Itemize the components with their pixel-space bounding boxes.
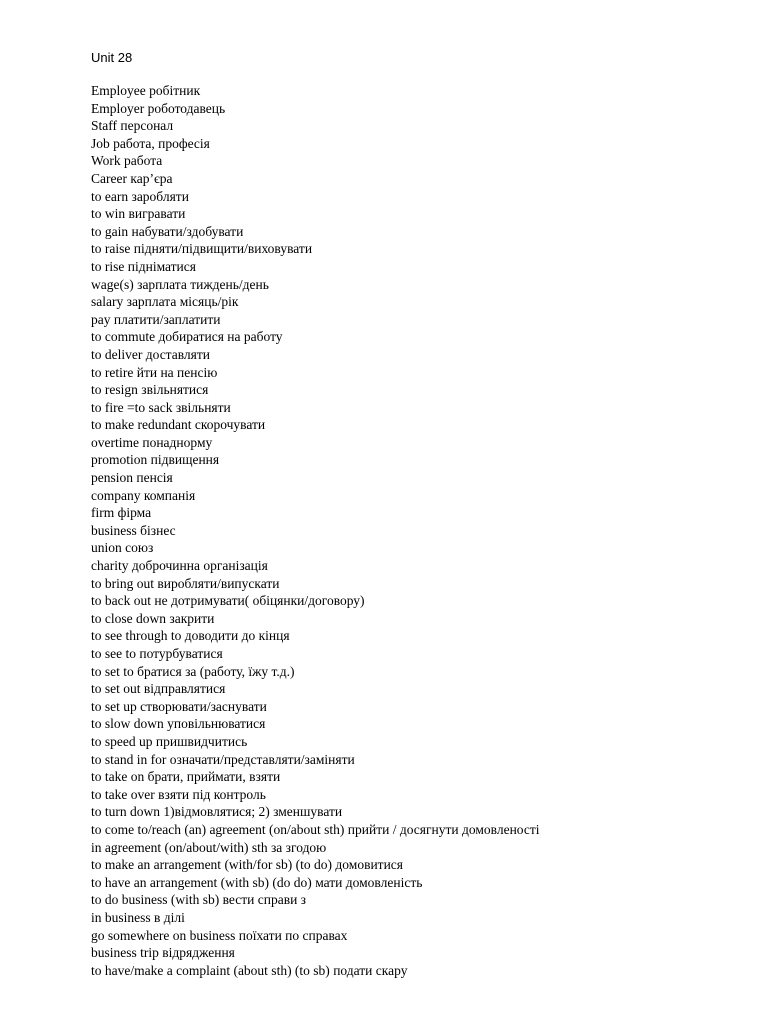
english-term: to bring out xyxy=(91,575,154,591)
vocabulary-entry xyxy=(91,927,731,945)
vocabulary-entry xyxy=(91,891,731,909)
vocabulary-entry xyxy=(91,434,731,452)
ukrainian-translation: домовитися xyxy=(335,857,404,873)
ukrainian-translation: фірма xyxy=(117,505,152,521)
english-term: to deliver xyxy=(91,346,143,362)
english-term: charity xyxy=(91,558,129,574)
english-term: to resign xyxy=(91,382,138,398)
english-term: to slow down xyxy=(91,716,164,732)
vocabulary-entry xyxy=(91,610,731,628)
vocabulary-entry xyxy=(91,839,731,857)
ukrainian-translation: підніматися xyxy=(127,258,196,274)
ukrainian-translation: вести справи з xyxy=(222,892,307,908)
english-term: business trip xyxy=(91,945,159,961)
vocabulary-entry xyxy=(91,575,731,593)
english-term: to retire xyxy=(91,364,134,380)
ukrainian-translation: пришвидчитись xyxy=(155,733,248,749)
english-term: to see through to xyxy=(91,628,182,644)
vocabulary-entry xyxy=(91,557,731,575)
ukrainian-translation: работа, професія xyxy=(113,135,210,151)
ukrainian-translation: подати скару xyxy=(333,962,408,978)
english-term: to come to/reach (an) agreement (on/about sth) xyxy=(91,821,345,837)
ukrainian-translation: 1)відмовлятися; 2) зменшувати xyxy=(163,804,343,820)
ukrainian-translation: мати домовленість xyxy=(315,874,423,890)
vocabulary-entry xyxy=(91,469,731,487)
vocabulary-entry xyxy=(91,698,731,716)
english-term: in agreement (on/about/with) sth xyxy=(91,839,268,855)
ukrainian-translation: не дотримувати( обіцянки/договору) xyxy=(154,593,365,609)
ukrainian-translation: братися за (работу, їжу т.д.) xyxy=(137,663,295,679)
english-term: salary xyxy=(91,294,124,310)
english-term: Employer xyxy=(91,100,145,116)
english-term: to do business (with sb) xyxy=(91,892,220,908)
ukrainian-translation: виробляти/випускати xyxy=(157,575,280,591)
vocabulary-entry xyxy=(91,258,731,276)
english-term: to rise xyxy=(91,258,125,274)
english-term: overtime xyxy=(91,434,139,450)
ukrainian-translation: робітник xyxy=(149,83,201,98)
vocabulary-entry xyxy=(91,539,731,557)
english-term: to fire =to sack xyxy=(91,399,173,415)
english-term: to raise xyxy=(91,241,131,257)
ukrainian-translation: набувати/здобувати xyxy=(131,223,244,239)
vocabulary-entry xyxy=(91,416,731,434)
vocabulary-entry xyxy=(91,381,731,399)
ukrainian-translation: платити/заплатити xyxy=(113,311,221,327)
ukrainian-translation: взяти під контроль xyxy=(158,786,266,802)
vocabulary-entry xyxy=(91,768,731,786)
vocabulary-entry xyxy=(91,399,731,417)
ukrainian-translation: работа xyxy=(124,153,163,169)
ukrainian-translation: пенсія xyxy=(136,470,173,486)
english-term: to set up xyxy=(91,698,137,714)
vocabulary-entry xyxy=(91,856,731,874)
ukrainian-translation: персонал xyxy=(120,118,174,134)
ukrainian-translation: доставляти xyxy=(145,346,211,362)
vocabulary-entry xyxy=(91,803,731,821)
vocabulary-entry xyxy=(91,293,731,311)
ukrainian-translation: підняти/підвищити/виховувати xyxy=(133,241,313,257)
english-term: to speed up xyxy=(91,733,153,749)
english-term: to set out xyxy=(91,681,141,697)
english-term: to earn xyxy=(91,188,129,204)
ukrainian-translation: звільняти xyxy=(175,399,231,415)
vocabulary-entry xyxy=(91,504,731,522)
ukrainian-translation: створювати/заснувати xyxy=(140,698,267,714)
vocabulary-entry xyxy=(91,821,731,839)
vocabulary-entry xyxy=(91,962,731,980)
english-term: firm xyxy=(91,505,115,521)
english-term: union xyxy=(91,540,122,556)
vocabulary-entry xyxy=(91,451,731,469)
ukrainian-translation: заробляти xyxy=(131,188,189,204)
ukrainian-translation: потурбуватися xyxy=(139,646,223,661)
english-term: to commute xyxy=(91,329,156,345)
ukrainian-translation: брати, приймати, взяти xyxy=(147,769,281,785)
english-term: to have an arrangement (with sb) (do do) xyxy=(91,874,312,890)
ukrainian-translation: в ділі xyxy=(154,909,185,925)
english-term: in business xyxy=(91,909,151,925)
ukrainian-translation: йти на пенсію xyxy=(136,364,218,380)
ukrainian-translation: уповільнюватися xyxy=(167,716,266,732)
english-term: business xyxy=(91,522,137,538)
vocabulary-entry xyxy=(91,311,731,329)
english-term: to close down xyxy=(91,610,166,626)
vocabulary-entry xyxy=(91,328,731,346)
vocabulary-entry xyxy=(91,627,731,645)
vocabulary-entry xyxy=(91,592,731,610)
vocabulary-entry xyxy=(91,188,731,206)
ukrainian-translation: прийти / досягнути домовленості xyxy=(347,821,540,837)
ukrainian-translation: понаднорму xyxy=(142,434,213,450)
ukrainian-translation: зарплата місяць/рік xyxy=(126,294,239,310)
vocabulary-entry xyxy=(91,715,731,733)
ukrainian-translation: роботодавець xyxy=(147,100,226,116)
document-page xyxy=(91,48,731,979)
english-term: pension xyxy=(91,470,133,486)
english-term: to set to xyxy=(91,663,134,679)
vocabulary-list xyxy=(91,82,731,979)
english-term: to have/make a complaint (about sth) (to sb) xyxy=(91,962,330,978)
vocabulary-entry xyxy=(91,909,731,927)
vocabulary-entry xyxy=(91,346,731,364)
ukrainian-translation: звільнятися xyxy=(141,382,209,398)
english-term: to back out xyxy=(91,593,151,609)
ukrainian-translation: скорочувати xyxy=(194,417,266,433)
ukrainian-translation: відправлятися xyxy=(143,681,226,697)
vocabulary-entry xyxy=(91,100,731,118)
english-term: to gain xyxy=(91,223,129,239)
ukrainian-translation: поїхати по справах xyxy=(238,927,348,943)
vocabulary-entry xyxy=(91,117,731,135)
vocabulary-entry xyxy=(91,364,731,382)
ukrainian-translation: зарплата тиждень/день xyxy=(137,276,269,292)
english-term: to take on xyxy=(91,769,145,785)
ukrainian-translation: доводити до кінця xyxy=(184,628,290,644)
vocabulary-entry xyxy=(91,135,731,153)
english-term: to stand in for xyxy=(91,751,167,767)
english-term: Employee xyxy=(91,83,146,98)
ukrainian-translation: компанія xyxy=(143,487,196,503)
vocabulary-entry xyxy=(91,663,731,681)
vocabulary-entry xyxy=(91,240,731,258)
vocabulary-entry xyxy=(91,786,731,804)
vocabulary-entry xyxy=(91,645,731,663)
english-term: promotion xyxy=(91,452,148,468)
ukrainian-translation: союз xyxy=(125,540,154,556)
ukrainian-translation: вигравати xyxy=(128,206,186,222)
english-term: to make redundant xyxy=(91,417,192,433)
ukrainian-translation: за згодою xyxy=(270,839,327,855)
vocabulary-entry xyxy=(91,944,731,962)
ukrainian-translation: означати/представляти/заміняти xyxy=(169,751,355,767)
english-term: to win xyxy=(91,206,126,222)
ukrainian-translation: доброчинна організація xyxy=(131,558,268,574)
vocabulary-entry xyxy=(91,82,731,100)
english-term: Staff xyxy=(91,118,117,134)
vocabulary-entry xyxy=(91,874,731,892)
english-term: to turn down xyxy=(91,804,160,820)
english-term: go somewhere on business xyxy=(91,927,236,943)
ukrainian-translation: кар’єра xyxy=(130,170,173,186)
vocabulary-entry xyxy=(91,680,731,698)
english-term: wage(s) xyxy=(91,276,134,292)
ukrainian-translation: добиратися на работу xyxy=(158,329,283,345)
english-term: to take over xyxy=(91,786,155,802)
ukrainian-translation: бізнес xyxy=(140,522,176,538)
vocabulary-entry xyxy=(91,487,731,505)
vocabulary-entry xyxy=(91,751,731,769)
vocabulary-entry xyxy=(91,223,731,241)
unit-title: Unit 28 xyxy=(91,50,133,65)
vocabulary-entry xyxy=(91,522,731,540)
english-term: Career xyxy=(91,170,127,186)
vocabulary-entry xyxy=(91,276,731,294)
english-term: to make an arrangement (with/for sb) (to do) xyxy=(91,857,333,873)
vocabulary-entry xyxy=(91,733,731,751)
vocabulary-entry xyxy=(91,170,731,188)
ukrainian-translation: відрядження xyxy=(162,945,235,961)
vocabulary-entry xyxy=(91,152,731,170)
ukrainian-translation: закрити xyxy=(169,610,215,626)
english-term: to see to xyxy=(91,646,136,661)
english-term: company xyxy=(91,487,141,503)
english-term: pay xyxy=(91,311,111,327)
english-term: Job xyxy=(91,135,110,151)
ukrainian-translation: підвищення xyxy=(150,452,220,468)
vocabulary-entry xyxy=(91,205,731,223)
english-term: Work xyxy=(91,153,121,169)
